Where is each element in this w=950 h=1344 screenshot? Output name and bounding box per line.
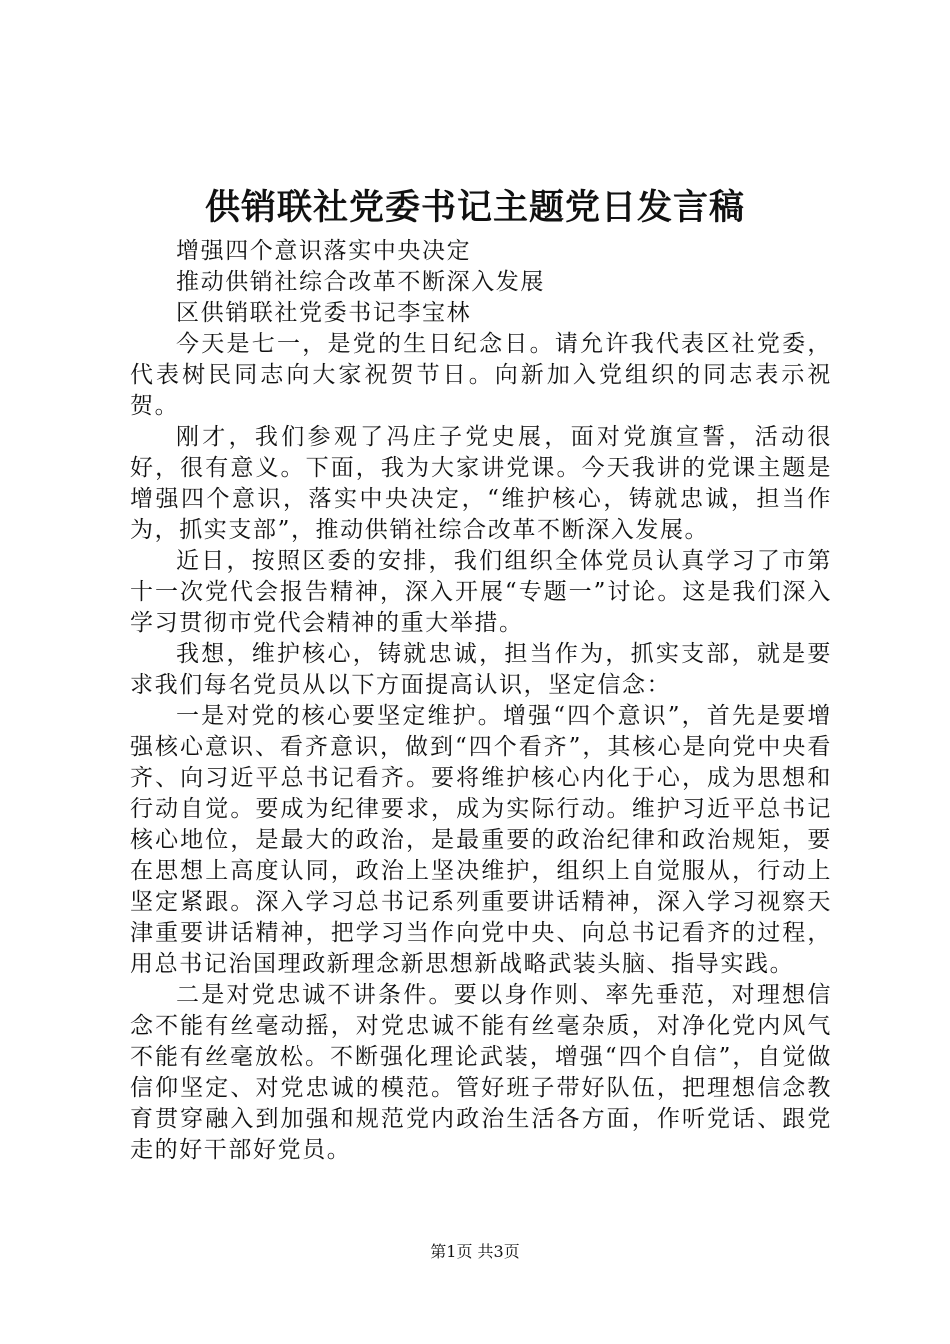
- body-paragraph: 一是对党的核心要坚定维护。增强“四个意识”，首先是要增强核心意识、看齐意识，做到“四个看齐”，其核心是向党中央看齐、向习近平总书记看齐。要将维护核心内化于心，成为思想和行动自觉。要成为纪律要求，成为实际行动。维护习近平总书记核心地位，是最大的政治，是最重要的政治纪律和政治规矩，要在思想上高度认同，政治上坚决维护，组织上自觉服从，行动上坚定紧跟。深入学习总书记系列重要讲话精神，深入学习视察天津重要讲话精神，把学习当作向党中央、向总书记看齐的过程，用总书记治国理政新理念新思想新战略武装头脑、指导实践。: [130, 703, 832, 977]
- subtitle-line: 增强四个意识落实中央决定: [176, 238, 472, 264]
- body-paragraph: 今天是七一，是党的生日纪念日。请允许我代表区社党委，代表树民同志向大家祝贺节日。向新加入党组织的同志表示祝贺。: [130, 331, 832, 419]
- body-paragraph: 刚才，我们参观了冯庄子党史展，面对党旗宣誓，活动很好，很有意义。下面，我为大家讲党课。今天我讲的党课主题是增强四个意识，落实中央决定，“维护核心，铸就忠诚，担当作为，抓实支部”，推动供销社综合改革不断深入发展。: [130, 424, 832, 543]
- body-paragraph: 我想，维护核心，铸就忠诚，担当作为，抓实支部，就是要求我们每名党员从以下方面提高认识，坚定信念：: [130, 641, 832, 698]
- body-paragraph: 近日，按照区委的安排，我们组织全体党员认真学习了市第十一次党代会报告精神，深入开展“专题一”讨论。这是我们深入学习贯彻市党代会精神的重大举措。: [130, 548, 832, 636]
- document-body: [130, 236, 832, 1166]
- body-paragraph: 二是对党忠诚不讲条件。要以身作则、率先垂范，对理想信念不能有丝毫动摇，对党忠诚不能有丝毫杂质，对净化党内风气不能有丝毫放松。不断强化理论武装，增强“四个自信”，自觉做信仰坚定、对党忠诚的模范。管好班子带好队伍，把理想信念教育贯穿融入到加强和规范党内政治生活各方面，作听党话、跟党走的好干部好党员。: [130, 982, 832, 1163]
- page-number-footer: 第1页 共3页: [430, 1242, 520, 1261]
- author-line: 区供销联社党委书记李宝林: [176, 300, 472, 326]
- subtitle-line: 推动供销社综合改革不断深入发展: [176, 269, 545, 295]
- document-title: 供销联社党委书记主题党日发言稿: [204, 187, 745, 228]
